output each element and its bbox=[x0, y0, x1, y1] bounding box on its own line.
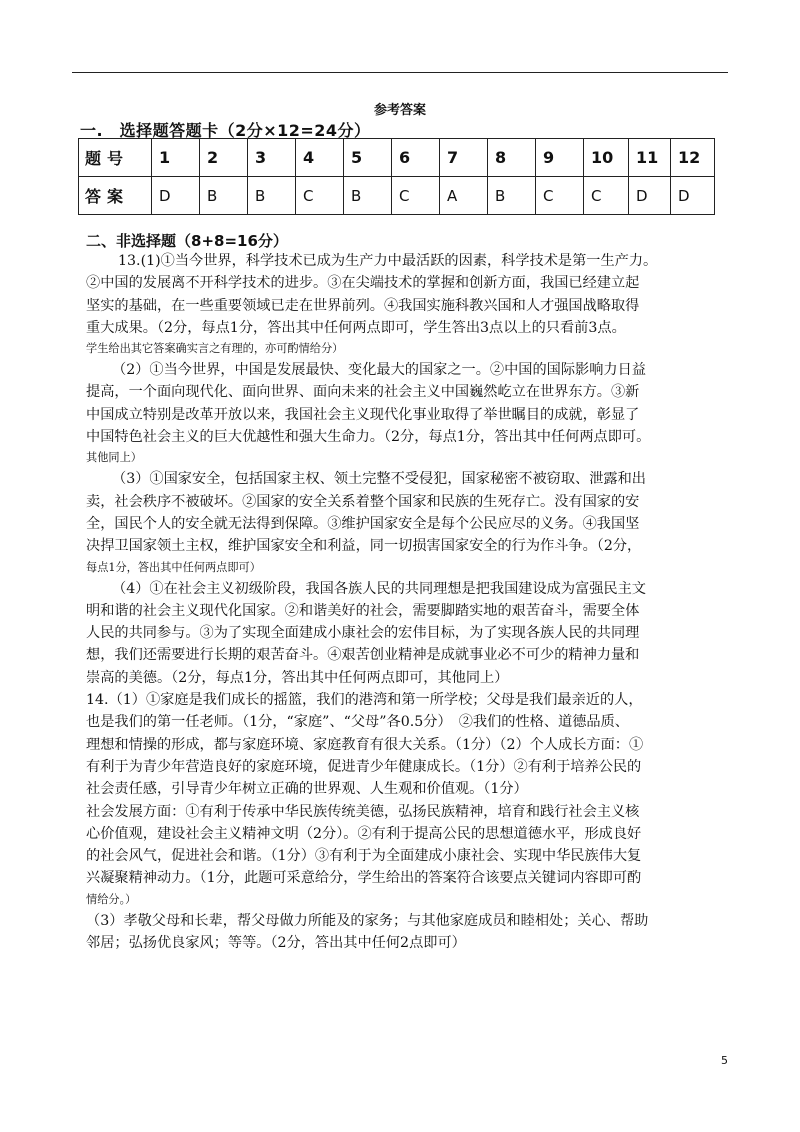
answer-cell: D bbox=[671, 177, 715, 215]
row-label-answers: 答案 bbox=[79, 177, 152, 215]
answer-cell: B bbox=[200, 177, 248, 215]
text-line: （4）①在社会主义初级阶段，我国各族人民的共同理想是把我国建设成为富强民主文 bbox=[112, 580, 646, 597]
text-line: 邻居；弘扬优良家风；等等。（2分，答出其中任何2点即可） bbox=[86, 935, 466, 952]
text-line: 13.(1)①当今世界，科学技术已成为生产力中最活跃的因素，科学技术是第一生产力。 bbox=[118, 253, 658, 269]
text-line: 兴凝聚精神动力。（1分，此题可采意给分，学生给出的答案符合该要点关键词内容即可酌 bbox=[86, 870, 642, 887]
grading-note: 其他同上） bbox=[86, 451, 142, 465]
page-title: 参考答案 bbox=[373, 103, 426, 118]
question-number: 12 bbox=[671, 139, 715, 177]
text-line: 社会发展方面：①有利于传承中华民族传统美德，弘扬民族精神，培育和践行社会主义核 bbox=[86, 803, 640, 820]
text-line: （2）①当今世界，中国是发展最快、变化最大的国家之一。②中国的国际影响力日益 bbox=[112, 362, 646, 379]
text-line: 心价值观，建设社会主义精神文明（2分）。②有利于提高公民的思想道德水平，形成良好 bbox=[86, 825, 642, 842]
section1-heading: 一. 选择题答题卡（2分×12=24分） bbox=[80, 121, 371, 140]
answer-cell: C bbox=[392, 177, 440, 215]
text-line: 决捍卫国家领土主权，维护国家安全和利益，同一切损害国家安全的行为作斗争。（2分， bbox=[86, 538, 642, 555]
question-number: 2 bbox=[200, 139, 248, 177]
answer-cell: C bbox=[584, 177, 629, 215]
text-line: 崇高的美德。（2分，每点1分，答出其中任何两点即可，其他同上） bbox=[86, 669, 509, 686]
answer-cell: B bbox=[344, 177, 392, 215]
text-line: 的社会风气，促进社会和谐。（1分）③有利于为全面建成小康社会、实现中华民族伟大复 bbox=[86, 848, 642, 865]
text-line: （3）孝敬父母和长辈，帮父母做力所能及的家务；与其他家庭成员和睦相处；关心、帮助 bbox=[86, 912, 649, 929]
page-number: 5 bbox=[721, 1054, 728, 1067]
text-line: 明和谐的社会主义现代化国家。②和谐美好的社会，需要脚踏实地的艰苦奋斗，需要全体 bbox=[86, 602, 640, 619]
text-line: 14.（1）①家庭是我们成长的摇篮，我们的港湾和第一所学校；父母是我们最亲近的人， bbox=[86, 692, 643, 709]
question-number: 3 bbox=[248, 139, 296, 177]
text-line: （3）①国家安全，包括国家主权、领土完整不受侵犯，国家秘密不被窃取、泄露和出 bbox=[112, 471, 646, 488]
answer-cell: B bbox=[248, 177, 296, 215]
answer-cell: C bbox=[296, 177, 344, 215]
row-label-numbers: 题号 bbox=[79, 139, 152, 177]
answer-cell: D bbox=[152, 177, 200, 215]
grading-note: 每点1分，答出其中任何两点即可） bbox=[86, 560, 261, 574]
question-number: 10 bbox=[584, 139, 629, 177]
answer-cell: D bbox=[629, 177, 671, 215]
question-number: 6 bbox=[392, 139, 440, 177]
grading-note: 学生给出其它答案确实言之有理的，亦可酌情给分） bbox=[86, 342, 344, 356]
answer-cell: B bbox=[488, 177, 536, 215]
text-line: 重大成果。（2分，每点1分，答出其中任何两点即可，学生答出3点以上的只看前3点。 bbox=[86, 319, 626, 336]
question-number: 11 bbox=[629, 139, 671, 177]
text-line: 坚实的基础，在一些重要领域已走在世界前列。④我国实施科教兴国和人才强国战略取得 bbox=[86, 297, 640, 314]
question-number: 1 bbox=[152, 139, 200, 177]
text-line: 社会责任感，引导青少年树立正确的世界观、人生观和价值观。（1分） bbox=[86, 781, 528, 798]
text-line: ②中国的发展离不开科学技术的进步。③在尖端技术的掌握和创新方面，我国已经建立起 bbox=[86, 275, 640, 292]
text-line: 提高，一个面向现代化、面向世界、面向未来的社会主义中国巍然屹立在世界东方。③新 bbox=[86, 384, 640, 401]
text-line: 中国成立特别是改革开放以来，我国社会主义现代化事业取得了举世瞩目的成就，彰显了 bbox=[86, 406, 640, 423]
text-line: 理想和情操的形成，都与家庭环境、家庭教育有很大关系。（1分）（2）个人成长方面：① bbox=[86, 736, 644, 753]
answer-cell: A bbox=[440, 177, 488, 215]
question-number: 4 bbox=[296, 139, 344, 177]
answer-text-block bbox=[86, 250, 716, 954]
answer-table bbox=[78, 138, 715, 215]
text-line: 也是我们的第一任老师。（1分，“家庭”、“父母”各0.5分） ②我们的性格、道德品质、 bbox=[86, 714, 629, 731]
text-line: 全，国民个人的安全就无法得到保障。③维护国家安全是每个公民应尽的义务。④我国坚 bbox=[86, 515, 640, 532]
text-line: 卖，社会秩序不被破坏。②国家的安全关系着整个国家和民族的生死存亡。没有国家的安 bbox=[86, 493, 640, 510]
question-number: 5 bbox=[344, 139, 392, 177]
question-number: 9 bbox=[536, 139, 584, 177]
text-line: 想，我们还需要进行长期的艰苦奋斗。④艰苦创业精神是成就事业必不可少的精神力量和 bbox=[86, 647, 640, 664]
text-line: 人民的共同参与。③为了实现全面建成小康社会的宏伟目标，为了实现各族人民的共同理 bbox=[86, 625, 640, 642]
text-line: 有利于为青少年营造良好的家庭环境，促进青少年健康成长。（1分）②有利于培养公民的 bbox=[86, 758, 642, 775]
answer-cell: C bbox=[536, 177, 584, 215]
question-number: 8 bbox=[488, 139, 536, 177]
table-row-answers bbox=[79, 177, 715, 215]
question-number: 7 bbox=[440, 139, 488, 177]
table-row-numbers bbox=[79, 139, 715, 177]
header-rule bbox=[72, 72, 728, 73]
section2-heading: 二、非选择题（8+8=16分） bbox=[86, 232, 288, 250]
grading-note: 情给分。） bbox=[86, 892, 137, 906]
text-line: 中国特色社会主义的巨大优越性和强大生命力。（2分，每点1分，答出其中任何两点即可。 bbox=[86, 429, 651, 446]
